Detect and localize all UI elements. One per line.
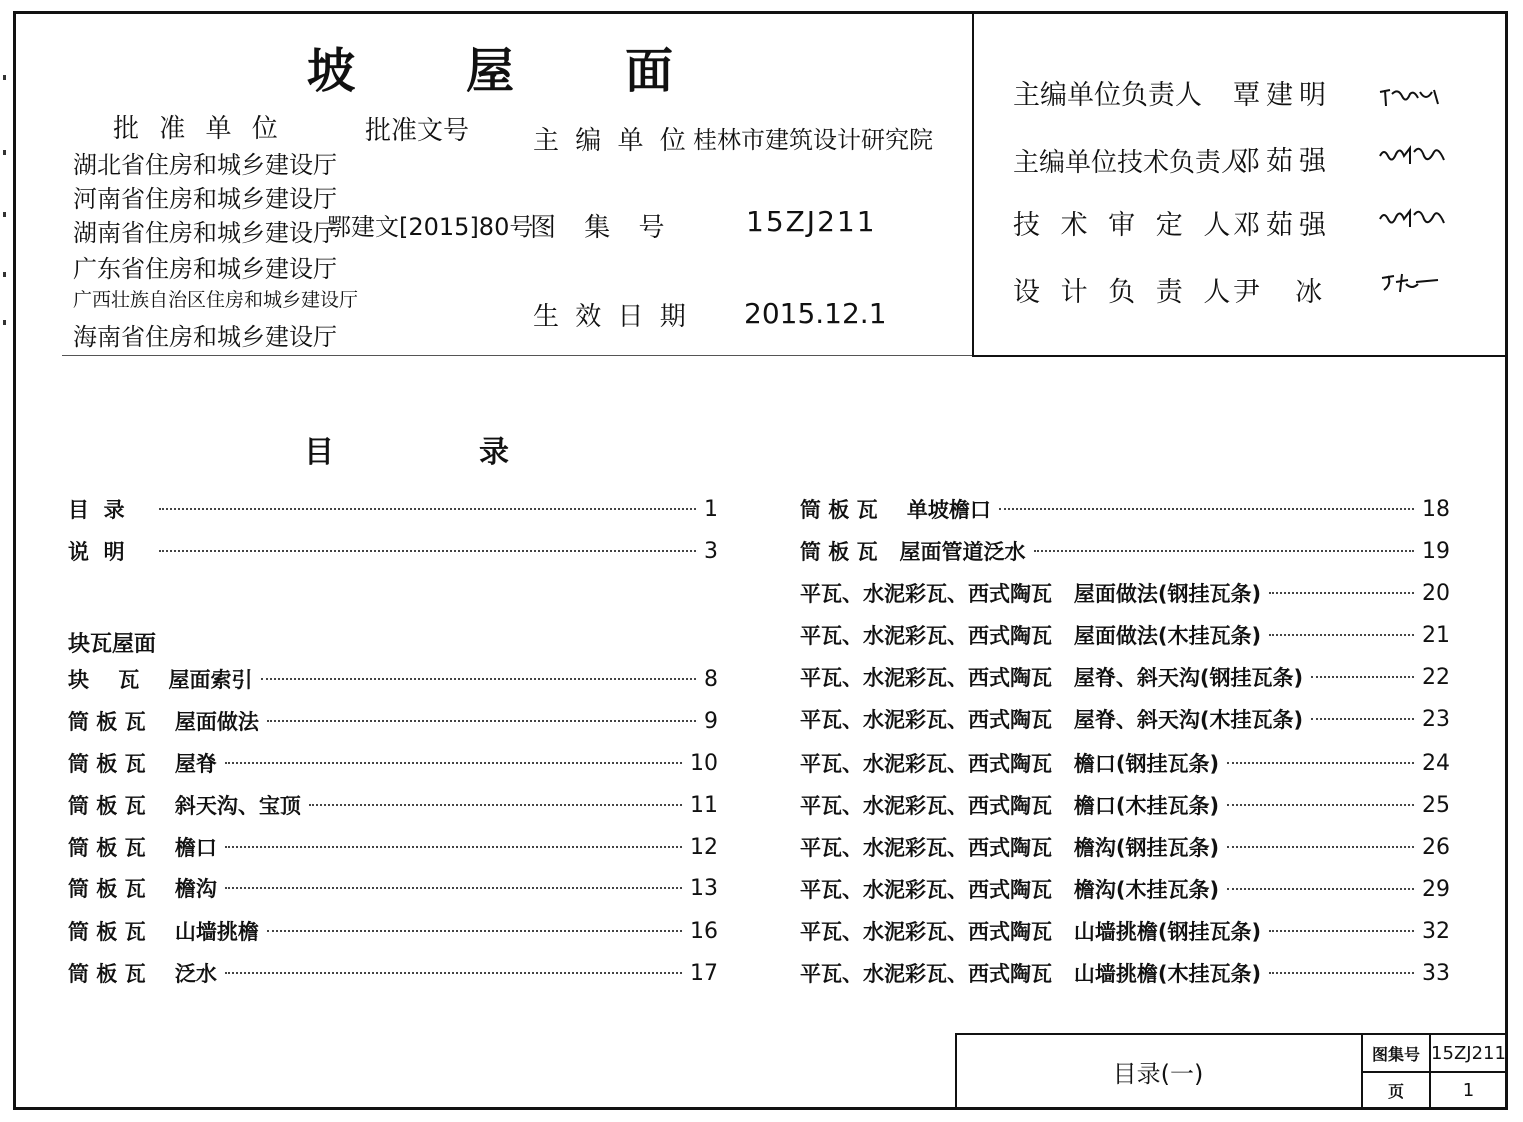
- toc-entry[interactable]: [800, 916, 1450, 946]
- toc-entry-page: 20: [1422, 580, 1450, 606]
- toc-entry-label: 平瓦、水泥彩瓦、西式陶瓦 山墙挑檐(木挂瓦条): [800, 962, 1262, 986]
- toc-entry[interactable]: [800, 620, 1450, 650]
- toc-leader: [267, 930, 682, 932]
- toc-entry[interactable]: [800, 704, 1450, 734]
- header-underline: [62, 355, 972, 356]
- toc-leader: [225, 762, 682, 764]
- responsible-name: 邓茹强: [1233, 210, 1332, 241]
- toc-entry[interactable]: [68, 958, 718, 988]
- toc-entry-page: 1: [704, 496, 718, 522]
- toc-entry-page: 23: [1422, 706, 1450, 732]
- toc-entry-page: 18: [1422, 496, 1450, 522]
- toc-title-char: 录: [479, 435, 509, 470]
- toc-leader: [1227, 804, 1414, 806]
- responsible-name: 邓茹强: [1233, 146, 1332, 177]
- toc-leader: [1227, 888, 1414, 890]
- effective-value: 2015.12.1: [744, 297, 887, 330]
- toc-entry[interactable]: [68, 832, 718, 862]
- toc-entry-label: 平瓦、水泥彩瓦、西式陶瓦 屋面做法(木挂瓦条): [800, 624, 1262, 648]
- toc-entry[interactable]: [800, 662, 1450, 692]
- margin-mark: [3, 320, 6, 325]
- signature-1: [1376, 82, 1446, 112]
- toc-entry-page: 32: [1422, 918, 1450, 944]
- toc-entry-label: 筒 板 瓦 山墙挑檐: [68, 920, 259, 944]
- toc-leader: [225, 887, 682, 889]
- toc-entry-page: 22: [1422, 664, 1450, 690]
- toc-entry-page: 12: [690, 834, 718, 860]
- toc-leader: [1269, 972, 1414, 974]
- header-divider: [972, 13, 974, 356]
- title-char: 坡: [307, 43, 356, 99]
- approve-unit-5: 广西壮族自治区住房和城乡建设厅: [73, 289, 359, 311]
- toc-entry-label: 目 录: [68, 498, 125, 522]
- toc-entry-page: 24: [1422, 750, 1450, 776]
- toc-leader: [159, 550, 696, 552]
- toc-entry-page: 26: [1422, 834, 1450, 860]
- margin-mark: [3, 150, 6, 155]
- atlas-no-label: 图集号: [1371, 1044, 1420, 1064]
- toc-entry-label: 筒 板 瓦 檐沟: [68, 877, 217, 901]
- approve-unit-1: 湖北省住房和城乡建设厅: [73, 151, 337, 179]
- toc-entry[interactable]: [800, 832, 1450, 862]
- toc-entry-page: 9: [704, 708, 718, 734]
- toc-leader: [1034, 550, 1414, 552]
- title-char: 面: [625, 43, 674, 99]
- editor-label: 主 编 单 位: [533, 126, 690, 156]
- toc-entry[interactable]: [68, 494, 718, 524]
- toc-entry-label: 筒 板 瓦 斜天沟、宝顶: [68, 794, 301, 818]
- toc-entry-page: 8: [704, 666, 718, 692]
- toc-entry[interactable]: [800, 578, 1450, 608]
- page-value: 1: [1462, 1080, 1475, 1101]
- responsible-role: 主编单位负责人: [1013, 80, 1202, 111]
- responsible-name: 覃建明: [1233, 80, 1332, 111]
- toc-leader: [267, 720, 696, 722]
- signature-2: [1376, 140, 1448, 170]
- toc-entry-page: 16: [690, 918, 718, 944]
- atlas-label: 图 集 号: [530, 213, 675, 243]
- header-divider: [972, 355, 1508, 357]
- editor-value: 桂林市建筑设计研究院: [693, 126, 933, 154]
- toc-entry-label: 筒 板 瓦 屋脊: [68, 752, 217, 776]
- effective-label: 生 效 日 期: [533, 302, 690, 332]
- toc-leader: [225, 846, 682, 848]
- toc-entry-page: 19: [1422, 538, 1450, 564]
- toc-entry[interactable]: [800, 790, 1450, 820]
- toc-entry-label: 平瓦、水泥彩瓦、西式陶瓦 檐沟(钢挂瓦条): [800, 836, 1220, 860]
- toc-entry[interactable]: [68, 873, 718, 903]
- approve-unit-4: 广东省住房和城乡建设厅: [73, 255, 337, 283]
- toc-section-heading: 块瓦屋面: [68, 632, 157, 657]
- toc-entry-label: 平瓦、水泥彩瓦、西式陶瓦 檐口(木挂瓦条): [800, 794, 1220, 818]
- toc-title: [0, 427, 972, 470]
- toc-entry-label: 筒 板 瓦 单坡檐口: [800, 498, 991, 522]
- toc-entry-label: 筒 板 瓦 屋面管道泛水: [800, 540, 1026, 564]
- toc-leader: [159, 508, 696, 510]
- title-block: [955, 1033, 1508, 1110]
- toc-entry-page: 11: [690, 792, 718, 818]
- toc-entry-label: 筒 板 瓦 泛水: [68, 962, 217, 986]
- toc-entry[interactable]: [68, 790, 718, 820]
- responsible-name: 尹 冰: [1233, 277, 1329, 308]
- toc-entry[interactable]: [800, 748, 1450, 778]
- atlas-value: 15ZJ211: [746, 205, 877, 238]
- toc-entry[interactable]: [68, 706, 718, 736]
- toc-entry-label: 平瓦、水泥彩瓦、西式陶瓦 屋脊、斜天沟(木挂瓦条): [800, 708, 1304, 732]
- title-char: 屋: [466, 43, 515, 99]
- toc-entry[interactable]: [68, 536, 718, 566]
- page-label: 页: [1387, 1082, 1404, 1101]
- margin-mark: [3, 212, 6, 217]
- toc-leader: [1311, 676, 1414, 678]
- toc-entry[interactable]: [68, 664, 718, 694]
- toc-entry-label: 平瓦、水泥彩瓦、西式陶瓦 屋面做法(钢挂瓦条): [800, 582, 1262, 606]
- toc-entry-label: 筒 板 瓦 屋面做法: [68, 710, 259, 734]
- toc-leader: [1227, 762, 1414, 764]
- toc-entry-page: 13: [690, 875, 718, 901]
- toc-leader: [1269, 930, 1414, 932]
- toc-entry-label: 平瓦、水泥彩瓦、西式陶瓦 檐口(钢挂瓦条): [800, 752, 1220, 776]
- toc-entry-page: 33: [1422, 960, 1450, 986]
- toc-entry[interactable]: [68, 748, 718, 778]
- approve-unit-3: 湖南省住房和城乡建设厅: [73, 219, 337, 247]
- toc-entry[interactable]: [800, 536, 1450, 566]
- toc-entry[interactable]: [800, 874, 1450, 904]
- sheet-title: 目录(一): [1112, 1060, 1204, 1088]
- toc-leader: [309, 804, 682, 806]
- toc-entry-label: 块 瓦 屋面索引: [68, 668, 253, 692]
- toc-leader: [225, 972, 682, 974]
- toc-entry-label: 平瓦、水泥彩瓦、西式陶瓦 山墙挑檐(钢挂瓦条): [800, 920, 1262, 944]
- toc-entry-page: 21: [1422, 622, 1450, 648]
- toc-entry[interactable]: [800, 494, 1450, 524]
- signature-3: [1376, 203, 1448, 233]
- toc-entry-label: 平瓦、水泥彩瓦、西式陶瓦 屋脊、斜天沟(钢挂瓦条): [800, 666, 1304, 690]
- approve-unit-6: 海南省住房和城乡建设厅: [73, 323, 337, 351]
- toc-entry-page: 29: [1422, 876, 1450, 902]
- toc-entry-page: 10: [690, 750, 718, 776]
- responsible-role: 设 计 负 责 人: [1013, 277, 1237, 308]
- toc-leader: [999, 508, 1414, 510]
- approve-unit-2: 河南省住房和城乡建设厅: [73, 185, 337, 213]
- approve-doc-value: 鄂建文[2015]80号: [327, 213, 534, 241]
- signature-4: [1378, 270, 1444, 296]
- approve-unit-label: 批 准 单 位: [113, 114, 284, 144]
- toc-entry-label: 筒 板 瓦 檐口: [68, 836, 217, 860]
- toc-entry-page: 3: [704, 538, 718, 564]
- toc-leader: [261, 678, 697, 680]
- toc-leader: [1311, 718, 1414, 720]
- toc-title-char: 目: [304, 435, 334, 470]
- margin-mark: [3, 272, 6, 277]
- toc-entry-label: 平瓦、水泥彩瓦、西式陶瓦 檐沟(木挂瓦条): [800, 878, 1220, 902]
- toc-entry[interactable]: [800, 958, 1450, 988]
- toc-entry-page: 17: [690, 960, 718, 986]
- toc-entry-label: 说 明: [68, 540, 125, 564]
- responsible-role: 技 术 审 定 人: [1013, 210, 1237, 241]
- toc-entry[interactable]: [68, 916, 718, 946]
- page-title: [0, 32, 972, 99]
- atlas-no-value: 15ZJ211: [1431, 1042, 1506, 1064]
- toc-leader: [1269, 592, 1414, 594]
- responsible-role: 主编单位技术负责人: [1013, 148, 1248, 178]
- toc-leader: [1227, 846, 1414, 848]
- toc-leader: [1269, 634, 1414, 636]
- approve-doc-label: 批准文号: [365, 116, 470, 146]
- toc-entry-page: 25: [1422, 792, 1450, 818]
